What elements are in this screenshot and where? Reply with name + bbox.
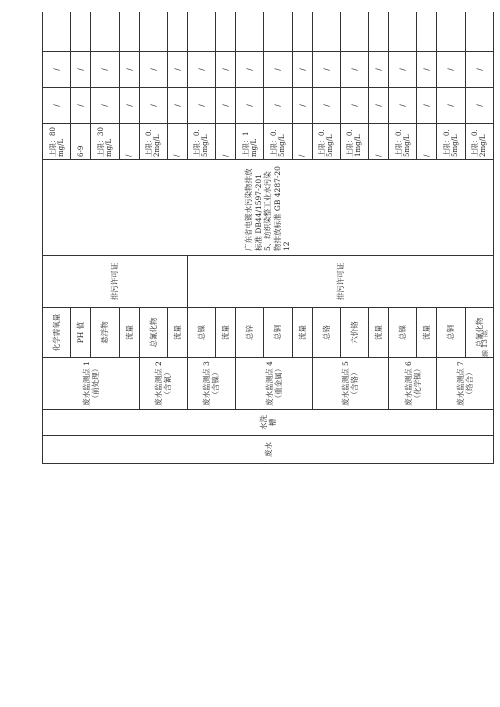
empty-slash-cell: / xyxy=(119,52,139,88)
empty-slash-cell xyxy=(119,12,139,52)
empty-slash-cell xyxy=(437,12,465,52)
limit-cell: 上限：30mg/L xyxy=(91,124,119,160)
pollutant-cell: 六价铬 xyxy=(340,308,368,358)
pollutant-cell: 流量 xyxy=(417,308,437,358)
empty-slash-cell: / xyxy=(465,52,493,88)
permit-cell: 排污许可证 xyxy=(43,256,188,308)
empty-slash-cell: / xyxy=(417,88,437,124)
limit-cell: / xyxy=(417,124,437,160)
empty-slash-cell: / xyxy=(264,52,292,88)
pollutant-cell: 总铜 xyxy=(437,308,465,358)
empty-slash-cell: / xyxy=(369,52,389,88)
limit-cell: 上限：0.5mg/L xyxy=(312,124,340,160)
empty-slash-cell: / xyxy=(340,52,368,88)
empty-slash-cell: / xyxy=(389,52,417,88)
limit-cell: 上限：0.5mg/L xyxy=(187,124,215,160)
limit-cell: 6-9 xyxy=(71,124,91,160)
limit-cell: / xyxy=(119,124,139,160)
table-row xyxy=(43,12,71,464)
page-number: 第 13 页 xyxy=(481,330,489,358)
empty-slash-cell: / xyxy=(187,88,215,124)
empty-slash-cell xyxy=(292,12,312,52)
pollutant-cell: 流量 xyxy=(216,308,236,358)
empty-slash-cell: / xyxy=(264,88,292,124)
monitoring-point-cell: 废水监测点 4（重金属） xyxy=(236,358,313,410)
empty-slash-cell xyxy=(139,12,167,52)
limit-cell: 上限：0.5mg/L xyxy=(389,124,417,160)
limit-cell: / xyxy=(216,124,236,160)
limit-cell: / xyxy=(167,124,187,160)
empty-slash-cell: / xyxy=(43,88,71,124)
empty-slash-cell: / xyxy=(167,88,187,124)
limit-cell: 上限：0.5mg/L xyxy=(437,124,465,160)
limit-cell: / xyxy=(292,124,312,160)
empty-slash-cell: / xyxy=(417,52,437,88)
limit-cell: 上限：0.1mg/L xyxy=(340,124,368,160)
limit-cell: 上限：0.2mg/L xyxy=(465,124,493,160)
empty-slash-cell: / xyxy=(119,88,139,124)
empty-slash-cell xyxy=(187,12,215,52)
monitoring-point-cell: 废水监测点 3（含镍） xyxy=(187,358,235,410)
empty-slash-cell: / xyxy=(71,52,91,88)
pollutant-cell: 总氰化物 xyxy=(139,308,167,358)
empty-slash-cell: / xyxy=(167,52,187,88)
empty-slash-cell: / xyxy=(91,52,119,88)
table-body xyxy=(43,12,494,464)
empty-slash-cell xyxy=(389,12,417,52)
pollutant-cell: 总铜 xyxy=(264,308,292,358)
pollutant-cell: 化学需氧量 xyxy=(43,308,71,358)
pollutant-cell: PH 值 xyxy=(71,308,91,358)
empty-slash-cell xyxy=(43,12,71,52)
permit-cell: 排污许可证 xyxy=(187,256,493,308)
empty-slash-cell: / xyxy=(71,88,91,124)
pollutant-cell: 流量 xyxy=(119,308,139,358)
empty-slash-cell: / xyxy=(43,52,71,88)
empty-slash-cell: / xyxy=(236,52,264,88)
empty-slash-cell xyxy=(340,12,368,52)
category-cell: 废水 xyxy=(43,436,494,464)
table-viewport xyxy=(42,12,494,672)
empty-slash-cell: / xyxy=(437,52,465,88)
empty-slash-cell xyxy=(312,12,340,52)
empty-slash-cell xyxy=(91,12,119,52)
monitoring-point-cell: 废水监测点 5（含铬） xyxy=(312,358,389,410)
empty-slash-cell xyxy=(167,12,187,52)
pollutant-cell: 总氰化物 xyxy=(465,308,493,358)
empty-slash-cell: / xyxy=(340,88,368,124)
pollutant-cell: 总镍 xyxy=(389,308,417,358)
monitoring-point-cell: 废水监测点 7（络合） xyxy=(437,358,494,410)
pollutant-cell: 总铬 xyxy=(312,308,340,358)
empty-slash-cell: / xyxy=(216,52,236,88)
pollutant-cell: 总锌 xyxy=(236,308,264,358)
limit-cell: 上限：1mg/L xyxy=(236,124,264,160)
empty-slash-cell xyxy=(236,12,264,52)
empty-slash-cell xyxy=(369,12,389,52)
empty-slash-cell xyxy=(216,12,236,52)
empty-slash-cell: / xyxy=(312,52,340,88)
empty-slash-cell: / xyxy=(465,88,493,124)
empty-slash-cell: / xyxy=(187,52,215,88)
limit-cell: 上限：80mg/L xyxy=(43,124,71,160)
empty-slash-cell: / xyxy=(292,52,312,88)
standard-cell: 广东省电镀水污染物排放标准 DB44/1597-2015、纺织染整工业水污染物排放标准 GB 4287-2012 xyxy=(43,160,494,256)
empty-slash-cell: / xyxy=(91,88,119,124)
monitoring-point-cell: 废水监测点 6（化学镍） xyxy=(389,358,437,410)
empty-slash-cell: / xyxy=(139,88,167,124)
empty-slash-cell: / xyxy=(236,88,264,124)
empty-slash-cell: / xyxy=(369,88,389,124)
wastewater-monitoring-table xyxy=(42,12,494,464)
pollutant-cell: 流量 xyxy=(369,308,389,358)
empty-slash-cell: / xyxy=(389,88,417,124)
empty-slash-cell xyxy=(465,12,493,52)
rotated-table-wrapper xyxy=(42,12,494,464)
empty-slash-cell xyxy=(71,12,91,52)
monitoring-point-cell: 废水监测点 2（含氰） xyxy=(139,358,187,410)
empty-slash-cell: / xyxy=(437,88,465,124)
empty-slash-cell: / xyxy=(292,88,312,124)
limit-cell: / xyxy=(369,124,389,160)
empty-slash-cell xyxy=(264,12,292,52)
limit-cell: 上限：0.2mg/L xyxy=(139,124,167,160)
monitoring-point-cell: 废水监测点 1（前处理） xyxy=(43,358,140,410)
source-cell: 水洗槽 xyxy=(43,410,494,436)
empty-slash-cell: / xyxy=(216,88,236,124)
pollutant-cell: 流量 xyxy=(292,308,312,358)
pollutant-cell: 总镍 xyxy=(187,308,215,358)
pollutant-cell: 流量 xyxy=(167,308,187,358)
empty-slash-cell xyxy=(417,12,437,52)
pollutant-cell: 悬浮物 xyxy=(91,308,119,358)
empty-slash-cell: / xyxy=(312,88,340,124)
limit-cell: 上限：0.5mg/L xyxy=(264,124,292,160)
empty-slash-cell: / xyxy=(139,52,167,88)
